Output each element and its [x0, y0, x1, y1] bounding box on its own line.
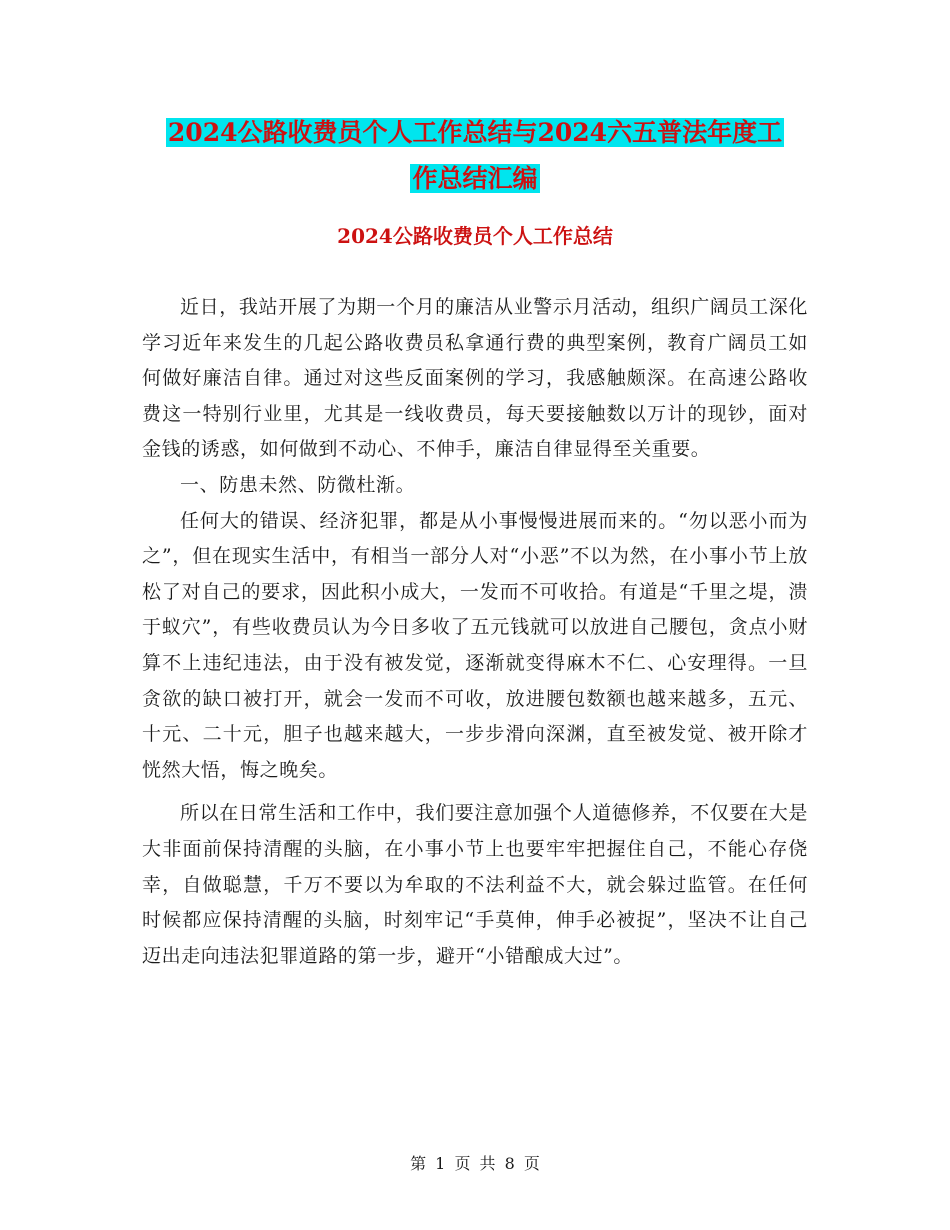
- paragraph: 任何大的错误、经济犯罪，都是从小事慢慢进展而来的。“勿以恶小而为之”，但在现实生活中，有相当一部分人对“小恶”不以为然，在小事小节上放松了对自己的要求，因此积小成大，一发而不可收拾。有道是“千里之堤，溃于蚁穴”，有些收费员认为今日多收了五元钱就可以放进自己腰包，贪点小财算不上违纪违法，由于没有被发觉，逐渐就变得麻木不仁、心安理得。一旦贪欲的缺口被打开，就会一发而不可收，放进腰包数额也越来越多，五元、十元、二十元，胆子也越来越大，一步步滑向深渊，直至被发觉、被开除才恍然大悟，悔之晚矣。: [142, 509, 808, 781]
- document-title-line-1: 2024公路收费员个人工作总结与2024六五普法年度工: [167, 118, 783, 147]
- paragraph: 近日，我站开展了为期一个月的廉洁从业警示月活动，组织广阔员工深化学习近年来发生的几起公路收费员私拿通行费的典型案例，教育广阔员工如何做好廉洁自律。通过对这些反面案例的学习，我感触颇深。在高速公路收费这一特别行业里，尤其是一线收费员，每天要接触数以万计的现钞，面对金钱的诱惑，如何做到不动心、不伸手，廉洁自律显得至关重要。: [142, 296, 808, 461]
- page-number-footer: 第 1 页 共 8 页: [410, 1154, 540, 1173]
- document-title-line-2: 作总结汇编: [412, 164, 538, 193]
- document-title: [140, 110, 810, 202]
- paragraph-heading: 一、防患未然、防微杜渐。: [180, 473, 416, 496]
- section-title: 2024公路收费员个人工作总结: [337, 224, 613, 248]
- paragraph: 所以在日常生活和工作中，我们要注意加强个人道德修养，不仅要在大是大非面前保持清醒的头脑，在小事小节上也要牢牢把握住自己，不能心存侥幸，自做聪慧，千万不要以为牟取的不法利益不大，就会躲过监管。在任何时候都应保持清醒的头脑，时刻牢记“手莫伸，伸手必被捉”，坚决不让自己迈出走向违法犯罪道路的第一步，避开“小错酿成大过”。: [142, 802, 808, 967]
- document-body: [142, 290, 808, 974]
